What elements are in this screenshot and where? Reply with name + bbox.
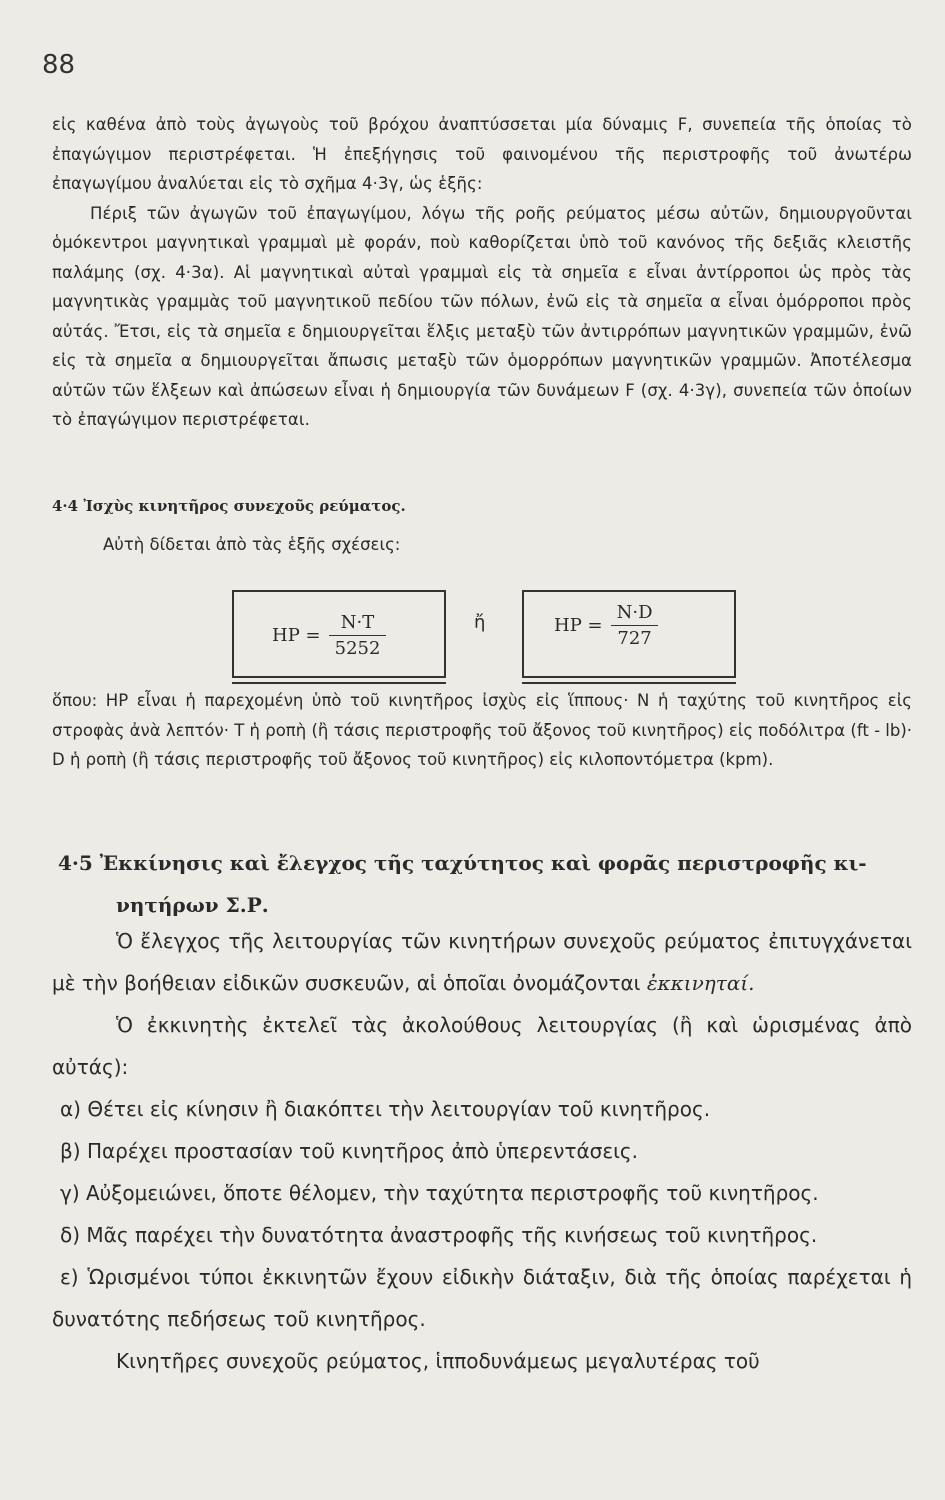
list-item xyxy=(52,1130,912,1172)
formula-box-1 xyxy=(232,590,446,678)
final-line: Κινητῆρες συνεχοῦς ρεύματος, ἱπποδυνάμεως μεγαλυτέρας τοῦ xyxy=(116,1349,760,1373)
formula-1-fraction xyxy=(329,612,387,659)
paragraph-control-italic: ἐκκινηταί. xyxy=(646,971,755,995)
list-item-label: δ) xyxy=(60,1223,81,1247)
section-4-5-title-line-2: νητήρων Σ.Ρ. xyxy=(116,893,269,917)
section-4-5-title-line-1: 4·5 Ἐκκίνησις καὶ ἔλεγχος τῆς ταχύτητος καὶ φορᾶς περιστροφῆς κι- xyxy=(58,851,867,875)
list-item-label: α) xyxy=(60,1097,81,1121)
function-list xyxy=(52,1088,912,1340)
paragraph-control-text: Ὁ ἔλεγχος τῆς λειτουργίας τῶν κινητήρων συνεχοῦς ρεύματος ἐπιτυγχάνεται μὲ τὴν βοήθειαν εἰδικῶν συσκευῶν, αἱ ὁποῖαι ὀνομάζονται xyxy=(52,929,912,995)
list-item-text: Μᾶς παρέχει τὴν δυνατότητα ἀναστροφῆς τῆς κινήσεως τοῦ κινητῆρος. xyxy=(86,1223,818,1247)
paragraph-2 xyxy=(52,199,912,435)
formula-1-numerator: N·T xyxy=(340,612,375,633)
list-item-label: ε) xyxy=(60,1265,79,1289)
formula-or: ἤ xyxy=(474,612,486,633)
page-number: 88 xyxy=(42,50,76,80)
formula-2-numerator: N·D xyxy=(616,602,653,623)
list-item xyxy=(52,1214,912,1256)
list-item-text: Παρέχει προστασίαν τοῦ κινητῆρος ἀπὸ ὑπερεντάσεις. xyxy=(86,1139,639,1163)
list-item-text: Ὡρισμένοι τύποι ἐκκινητῶν ἔχουν εἰδικὴν διάταξιν, διὰ τῆς ὁποίας παρέχεται ἡ δυνατότης πεδήσεως τοῦ κινητῆρος. xyxy=(52,1265,913,1331)
formula-box-2 xyxy=(522,590,736,678)
list-item xyxy=(52,1172,912,1214)
list-item-text: Αὐξομειώνει, ὅποτε θέλομεν, τὴν ταχύτητα περιστροφῆς τοῦ κινητῆρος. xyxy=(86,1181,819,1205)
list-item-label: β) xyxy=(60,1139,81,1163)
list-item xyxy=(52,1256,912,1340)
formula-explanation: ὅπου: HP εἶναι ἡ παρεχομένη ὑπὸ τοῦ κινητῆρος ἰσχὺς εἰς ἵππους· N ἡ ταχύτης τοῦ κινητῆρος εἰς στροφὰς ἀνὰ λεπτόν· T ἡ ροπὴ (ἢ τάσις περιστροφῆς τοῦ ἄξονος τοῦ κινητῆρος) εἰς ποδόλιτρα (ft - lb)· D ἡ ροπὴ (ἢ τάσις περιστροφῆς τοῦ ἄξονος τοῦ κινητῆρος) εἰς κιλοποντόμετρα (kpm). xyxy=(52,691,913,769)
formula-2-fraction xyxy=(611,602,659,649)
list-item-text: Θέτει εἰς κίνησιν ἢ διακόπτει τὴν λειτουργίαν τοῦ κινητῆρος. xyxy=(87,1097,711,1121)
section-4-5-heading xyxy=(58,842,918,926)
list-item xyxy=(52,1088,912,1130)
formula-2-lhs: HP = xyxy=(554,615,603,636)
section-4-4-intro: Αὐτὴ δίδεται ἀπὸ τὰς ἑξῆς σχέσεις: xyxy=(103,535,401,554)
formula-1-lhs: HP = xyxy=(272,625,321,646)
section-4-4-heading: 4·4 Ἰσχὺς κινητῆρος συνεχοῦς ρεύματος. xyxy=(52,497,406,515)
paragraph-2-text: Πέριξ τῶν ἀγωγῶν τοῦ ἐπαγωγίμου, λόγω τῆς ροῆς ρεύματος μέσω αὐτῶν, δημιουργοῦνται ὁμόκεντροι μαγνητικαὶ γραμμαὶ μὲ φοράν, ποὺ καθορίζεται ὑπὸ τοῦ κανόνος τῆς δεξιᾶς κλειστῆς παλάμης (σχ. 4·3α). Αἱ μαγνητικαὶ αὐταὶ γραμμαὶ εἰς τὰ σημεῖα ε εἶναι ἀντίρροποι ὡς πρὸς τὰς μαγνητικὰς γραμμὰς τοῦ μαγνητικοῦ πεδίου τῶν πόλων, ἐνῶ εἰς τὰ σημεῖα α εἶναι ὁμόρροποι πρὸς αὐτάς. Ἔτσι, εἰς τὰ σημεῖα ε δημιουργεῖται ἕλξις μεταξὺ τῶν ἀντιρρόπων μαγνητικῶν γραμμῶν, ἐνῶ εἰς τὰ σημεῖα α δημιουργεῖται ἄπωσις μεταξὺ τῶν ὁμορρόπων μαγνητικῶν γραμμῶν. Ἀποτέλεσμα αὐτῶν τῶν ἕλξεων καὶ ἀπώσεων εἶναι ἡ δημιουργία τῶν δυνάμεων F (σχ. 4·3γ), συνεπεία τῶν ὁποίων τὸ ἐπαγώγιμον περιστρέφεται. xyxy=(52,203,912,429)
list-item-label: γ) xyxy=(60,1181,80,1205)
paragraph-control xyxy=(52,920,912,1004)
section-4-5-body xyxy=(52,920,912,1382)
paragraph-functions: Ὁ ἐκκινητὴς ἐκτελεῖ τὰς ἀκολούθους λειτουργίας (ἢ καὶ ὡρισμένας ἀπὸ αὐτάς): xyxy=(52,1013,912,1079)
formula-1-denominator: 5252 xyxy=(329,635,387,659)
formula-2-denominator: 727 xyxy=(611,625,657,649)
body-paragraphs-top xyxy=(52,110,912,435)
paragraph-1: εἰς καθένα ἀπὸ τοὺς ἀγωγοὺς τοῦ βρόχου ἀναπτύσσεται μία δύναμις F, συνεπεία τῆς ὁποίας τὸ ἐπαγώγιμον περιστρέφεται. Ἡ ἐπεξήγησις τοῦ φαινομένου τῆς περιστροφῆς τοῦ ἀνωτέρω ἐπαγωγίμου ἀναλύεται εἰς τὸ σχῆμα 4·3γ, ὡς ἑξῆς: xyxy=(52,115,912,193)
